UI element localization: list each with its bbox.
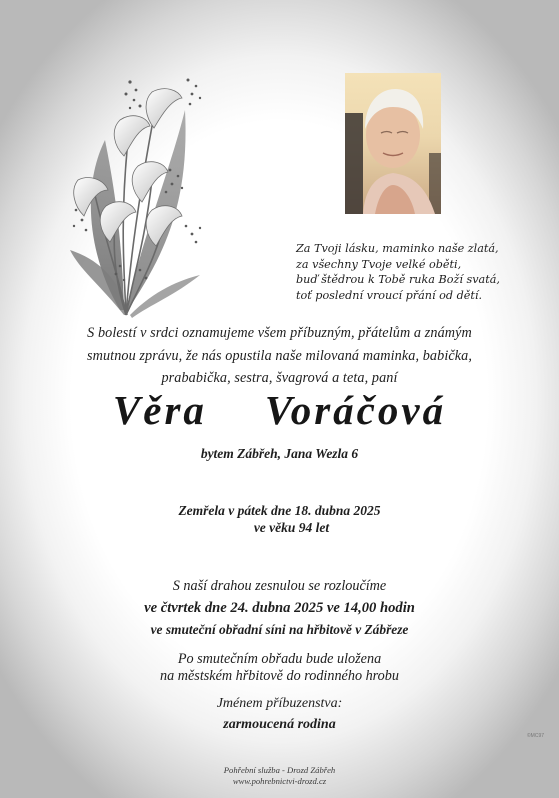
- announcement-line: prababička, sestra, švagrová a teta, paní: [161, 370, 398, 386]
- funeral-service-website: www.pohrebnictvi-drozd.cz: [232, 776, 327, 786]
- deceased-first-name: Věra: [112, 387, 207, 433]
- farewell-intro: S naší drahou zesnulou se rozloučíme: [172, 578, 387, 594]
- poem-line: Za Tvoji lásku, maminko naše zlatá,: [296, 242, 499, 255]
- poem: [296, 241, 546, 303]
- death-info: [0, 502, 559, 536]
- portrait-photo: [345, 73, 441, 214]
- funeral-service-name: Pohřební služba - Drozd Zábřeh: [223, 765, 336, 775]
- family-label: Jménem příbuzenstva:: [216, 696, 343, 711]
- footer: [0, 765, 559, 787]
- announcement-text: [0, 322, 559, 390]
- deceased-address: bytem Zábřeh, Jana Wezla 6: [200, 446, 359, 461]
- farewell-place: ve smuteční obřadní síni na hřbitově v Zábřeze: [150, 622, 409, 637]
- burial-line: na městském hřbitově do rodinného hrobu: [160, 668, 399, 684]
- poem-line: za všechny Tvoje velké oběti,: [296, 257, 462, 271]
- poem-line: buď štědrou k Tobě ruka Boží svatá,: [296, 273, 500, 287]
- farewell-datetime: ve čtvrtek dne 24. dubna 2025 ve 14,00 hodin: [144, 600, 415, 616]
- deceased-last-name: Voráčová: [264, 387, 447, 433]
- burial-line: Po smutečním obřadu bude uložena: [177, 651, 382, 667]
- print-code: ©MC97: [527, 733, 545, 739]
- deceased-name: [0, 384, 559, 436]
- announcement-line: S bolestí v srdci oznamujeme všem příbuzným, přátelům a známým: [87, 325, 472, 341]
- calla-lily-icon: [60, 70, 220, 322]
- announcement-line: smutnou zprávu, že nás opustila naše milovaná maminka, babička,: [87, 347, 472, 364]
- burial-info: [0, 651, 559, 685]
- family-signature: zarmoucená rodina: [223, 717, 336, 732]
- farewell-info: [0, 575, 559, 641]
- portrait-photo-icon: [345, 73, 441, 214]
- death-age: ve věku 94 let: [253, 520, 330, 535]
- poem-line: toť poslední vroucí přání od dětí.: [296, 288, 483, 302]
- death-date: Zemřela v pátek dne 18. dubna 2025: [178, 503, 381, 518]
